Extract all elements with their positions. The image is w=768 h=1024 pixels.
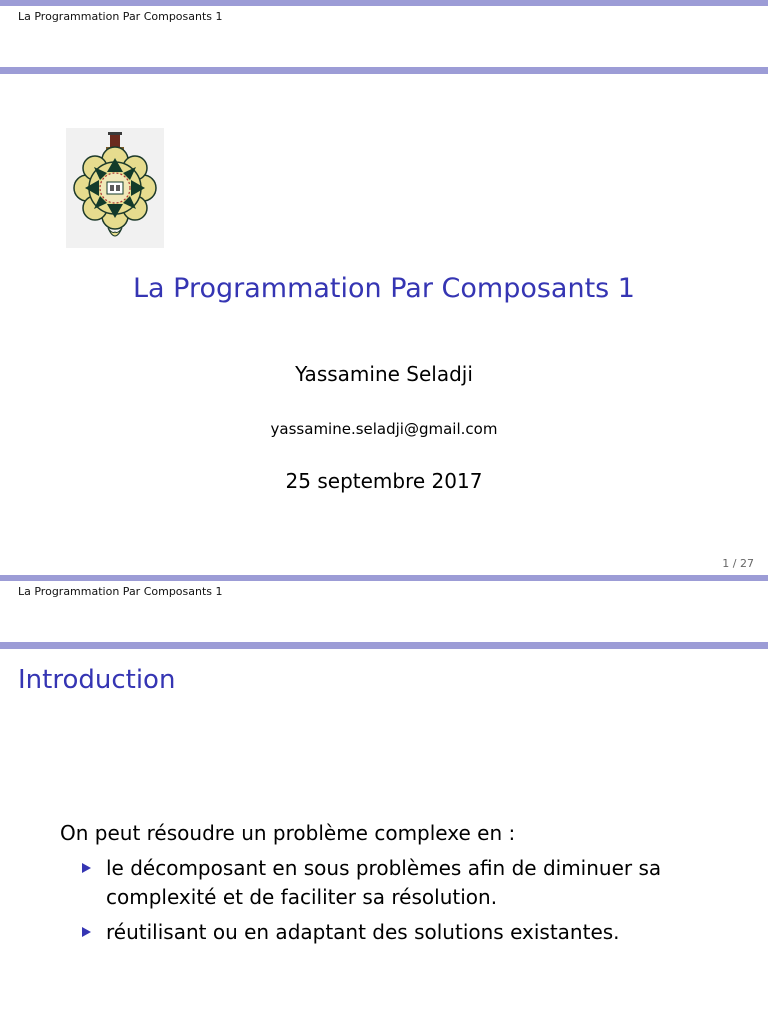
bullet-list [80, 854, 680, 953]
header-bottom-bar [0, 67, 768, 74]
header-bottom-bar [0, 642, 768, 649]
author-name: Yassamine Seladji [295, 362, 473, 386]
university-logo [66, 128, 164, 248]
presentation-date: 25 septembre 2017 [285, 469, 483, 493]
list-item [80, 854, 680, 912]
presentation-title: La Programmation Par Composants 1 [132, 273, 635, 304]
header-top-bar [0, 0, 768, 6]
list-item-text: le décomposant en sous problèmes afin de diminuer sa complexité et de faciliter sa résolution. [106, 856, 662, 909]
page-number: 1 / 27 [722, 557, 754, 570]
header-top-bar [0, 575, 768, 581]
list-item [80, 918, 680, 947]
header-title: La Programmation Par Composants 1 [18, 585, 223, 598]
triangle-bullet-icon [82, 927, 91, 937]
triangle-bullet-icon [82, 863, 91, 873]
header-title: La Programmation Par Composants 1 [18, 10, 223, 23]
list-item-text: réutilisant ou en adaptant des solutions existantes. [106, 920, 620, 944]
frame-title: Introduction [18, 665, 176, 695]
intro-text: On peut résoudre un problème complexe en : [60, 821, 516, 845]
author-email: yassamine.seladji@gmail.com [270, 420, 498, 438]
